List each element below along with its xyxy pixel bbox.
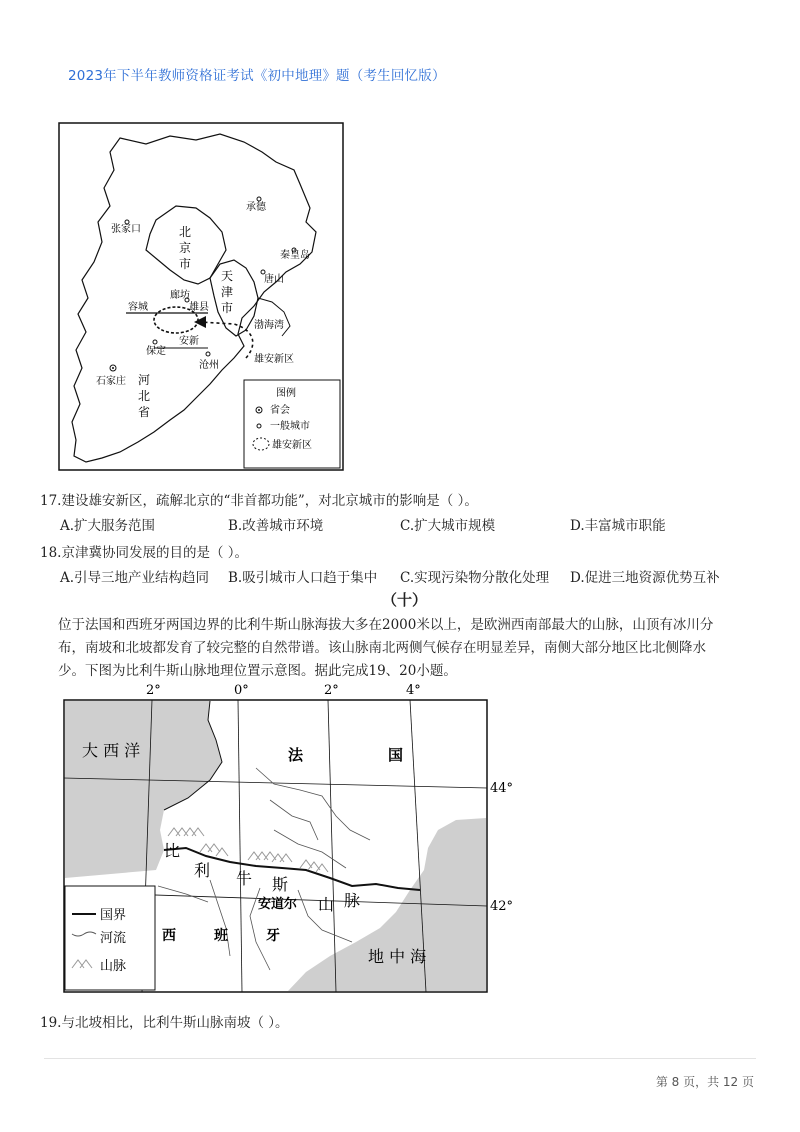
q18-option-a[interactable]: A.引导三地产业结构趋同: [60, 570, 210, 586]
passage-line-3: 少。下图为比利牛斯山脉地理位置示意图。据此完成19、20小题。: [58, 663, 457, 679]
lon-tick-2w: 2°: [146, 683, 161, 698]
lon-tick-0: 0°: [234, 683, 249, 698]
label-hebei-3: 省: [138, 405, 151, 419]
question-17-stem: 17.建设雄安新区，疏解北京的“非首都功能”，对北京城市的影响是（ ）。: [40, 493, 478, 509]
label-med: 地 中 海: [368, 947, 427, 966]
legend1-title: 图例: [276, 388, 296, 399]
question-18-stem: 18.京津冀协同发展的目的是（ ）。: [40, 545, 249, 561]
label-langfang: 廊坊: [170, 290, 190, 301]
q17-option-c[interactable]: C.扩大城市规模: [400, 518, 496, 534]
label-mountain-3: 牛: [236, 869, 253, 888]
q18-option-d[interactable]: D.促进三地资源优势互补: [570, 570, 720, 586]
label-anxin: 安新: [179, 336, 199, 347]
q18-option-c[interactable]: C.实现污染物分散化处理: [400, 570, 550, 586]
label-baoding: 保定: [146, 346, 166, 357]
label-hebei-1: 河: [138, 373, 151, 387]
passage-line-1: 位于法国和西班牙两国边界的比利牛斯山脉海拔大多在2000米以上，是欧洲西南部最大的山脉，山顶有冰川分: [58, 617, 714, 633]
q18-option-b[interactable]: B.吸引城市人口趋于集中: [228, 570, 378, 586]
footer-divider: [44, 1058, 756, 1059]
q17-option-b[interactable]: B.改善城市环境: [228, 518, 324, 534]
label-hebei-2: 北: [138, 389, 151, 403]
section-title: （十）: [382, 591, 428, 609]
label-beijing-3: 市: [179, 257, 192, 271]
label-tianjin-2: 津: [221, 285, 234, 299]
label-qinhuangdao: 秦皇岛: [280, 250, 310, 261]
label-zhangjiakou: 张家口: [111, 224, 141, 235]
label-chengde: 承德: [246, 202, 266, 213]
label-tangshan: 唐山: [264, 274, 284, 285]
lon-tick-2e: 2°: [324, 683, 339, 698]
label-xiongan: 雄安新区: [254, 354, 294, 365]
pyrenees-map: [60, 680, 530, 996]
label-spain-1: 西: [162, 928, 176, 944]
label-tianjin-3: 市: [221, 301, 234, 315]
label-cangzhou: 沧州: [199, 360, 219, 371]
label-france-2: 国: [388, 746, 404, 764]
legend2-river: 河流: [100, 931, 127, 946]
label-spain-2: 班: [214, 928, 228, 944]
legend2-mountain: 山脉: [100, 959, 127, 974]
label-mountain-4: 斯: [272, 875, 289, 894]
label-beijing-2: 京: [179, 241, 192, 255]
label-tianjin-1: 天: [221, 269, 234, 283]
lat-tick-44: 44°: [490, 781, 514, 796]
label-shijiazhuang: 石家庄: [96, 376, 126, 387]
label-atlantic: 大 西 洋: [82, 741, 141, 760]
legend1-xiongan: 雄安新区: [272, 440, 312, 451]
page-number: 第 8 页，共 12 页: [655, 1075, 754, 1089]
label-andorra: 安道尔: [258, 897, 298, 912]
passage-line-2: 布，南坡和北坡都发育了较完整的自然带谱。该山脉南北两侧气候存在明显差异，南侧大部分地区比北侧降水: [58, 640, 706, 656]
label-mountain-1: 比: [164, 841, 181, 860]
legend1-capital: 省会: [270, 405, 290, 416]
label-spain-3: 牙: [266, 928, 280, 944]
question-19-stem: 19.与北坡相比，比利牛斯山脉南坡（ ）。: [40, 1015, 289, 1031]
label-xiongxian: 雄县: [189, 302, 209, 313]
document-header: 2023年下半年教师资格证考试《初中地理》题（考生回忆版）: [68, 68, 446, 84]
jingjinji-map: [58, 122, 344, 472]
q17-option-a[interactable]: A.扩大服务范围: [60, 518, 156, 534]
label-mountain-5: 山: [318, 895, 335, 914]
label-bohai: 渤海湾: [254, 320, 284, 331]
lon-tick-4e: 4°: [406, 683, 421, 698]
legend2-border: 国界: [100, 908, 127, 923]
lat-tick-42: 42°: [490, 899, 514, 914]
q17-option-d[interactable]: D.丰富城市职能: [570, 518, 666, 534]
label-rongcheng: 容城: [128, 302, 148, 313]
label-beijing-1: 北: [179, 225, 192, 239]
label-mountain-6: 脉: [344, 891, 361, 910]
passage: [58, 614, 748, 683]
label-mountain-2: 利: [194, 861, 211, 880]
label-france-1: 法: [288, 746, 304, 764]
legend1-city: 一般城市: [270, 421, 310, 432]
